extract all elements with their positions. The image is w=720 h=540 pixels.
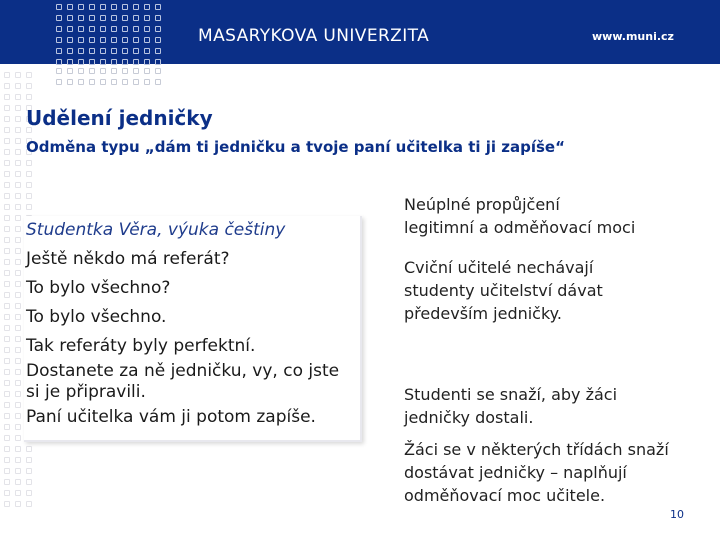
side-dot <box>15 116 21 122</box>
side-dot <box>26 490 32 496</box>
logo-dot <box>78 4 84 10</box>
side-dot <box>15 501 21 507</box>
logo-dot <box>78 68 84 74</box>
side-dot <box>4 215 10 221</box>
side-dot <box>15 72 21 78</box>
side-dot <box>15 446 21 452</box>
logo-dot <box>78 48 84 54</box>
side-dot <box>26 479 32 485</box>
note-line: Studenti se snaží, aby žáci <box>404 385 618 404</box>
header-band <box>0 0 720 64</box>
side-dot <box>15 457 21 463</box>
side-dot <box>15 479 21 485</box>
logo-dot <box>111 4 117 10</box>
logo-dot <box>56 26 62 32</box>
slide-subtitle: Odměna typu „dám ti jedničku a tvoje paní učitelka ti ji zapíše“ <box>26 138 565 156</box>
logo-dot <box>133 59 139 65</box>
side-dot <box>15 204 21 210</box>
side-dot <box>4 347 10 353</box>
side-dot <box>15 325 21 331</box>
logo-dot <box>78 15 84 21</box>
logo-dot <box>155 68 161 74</box>
logo-dot <box>122 37 128 43</box>
note-line: Žáci se v některých třídách snaží <box>404 440 669 459</box>
side-dot <box>4 490 10 496</box>
side-dot <box>15 248 21 254</box>
logo-dot <box>144 48 150 54</box>
side-dot <box>26 72 32 78</box>
logo-dot <box>100 4 106 10</box>
logo-dot <box>155 26 161 32</box>
logo-dot <box>155 15 161 21</box>
dialog-line: Ještě někdo má referát? <box>26 249 230 269</box>
logo-dot <box>100 59 106 65</box>
logo-dot <box>56 79 62 85</box>
logo-dot <box>122 48 128 54</box>
side-dot <box>4 325 10 331</box>
note-3 <box>404 383 617 429</box>
side-dot <box>26 171 32 177</box>
slide-title: Udělení jedničky <box>26 106 213 130</box>
dialog-line: si je připravili. <box>26 382 146 402</box>
logo-dot <box>56 48 62 54</box>
logo-dot <box>67 37 73 43</box>
side-dot <box>4 138 10 144</box>
side-dot <box>15 171 21 177</box>
logo-dot <box>111 15 117 21</box>
logo-dot <box>89 48 95 54</box>
note-line: jedničky dostali. <box>404 408 534 427</box>
logo-dot <box>133 68 139 74</box>
logo-dot <box>133 26 139 32</box>
logo-dot <box>133 4 139 10</box>
side-dot <box>26 457 32 463</box>
note-line: odměňovací moc učitele. <box>404 486 606 505</box>
side-dot <box>4 116 10 122</box>
logo-dot <box>111 79 117 85</box>
logo-dot <box>155 79 161 85</box>
logo-dot <box>89 59 95 65</box>
side-dot <box>4 303 10 309</box>
logo-dot <box>100 15 106 21</box>
side-dot <box>4 105 10 111</box>
logo-dot <box>155 59 161 65</box>
logo-dot <box>144 79 150 85</box>
side-dot <box>15 292 21 298</box>
side-dot <box>4 259 10 265</box>
logo-dot <box>133 15 139 21</box>
side-dot <box>4 424 10 430</box>
side-dot <box>4 127 10 133</box>
logo-dot <box>155 37 161 43</box>
side-dot <box>4 72 10 78</box>
side-dot <box>4 270 10 276</box>
side-dot <box>4 402 10 408</box>
dialog-heading: Studentka Věra, výuka češtiny <box>26 220 286 240</box>
logo-dot <box>78 26 84 32</box>
side-dot <box>15 94 21 100</box>
dialog-line: Tak referáty byly perfektní. <box>26 336 256 356</box>
dialog-line: To bylo všechno. <box>26 307 167 327</box>
side-dot <box>4 369 10 375</box>
side-dot <box>15 149 21 155</box>
logo-dot <box>89 68 95 74</box>
side-dot <box>4 83 10 89</box>
logo-dot <box>56 4 62 10</box>
logo-dot <box>100 79 106 85</box>
logo-dot <box>56 15 62 21</box>
logo-dot <box>100 26 106 32</box>
logo-dot <box>122 26 128 32</box>
logo-dot <box>155 4 161 10</box>
logo-dot <box>144 59 150 65</box>
side-dot <box>4 226 10 232</box>
side-dot <box>15 369 21 375</box>
side-dot <box>15 182 21 188</box>
university-name: MASARYKOVA UNIVERZITA <box>198 26 430 46</box>
logo-dot <box>111 37 117 43</box>
logo-dot <box>56 59 62 65</box>
logo-dot <box>100 48 106 54</box>
logo-dot <box>67 48 73 54</box>
side-dot <box>26 182 32 188</box>
side-dot <box>15 138 21 144</box>
side-dot <box>26 160 32 166</box>
side-dot <box>15 490 21 496</box>
side-dot <box>15 358 21 364</box>
logo-dot <box>56 37 62 43</box>
side-dot <box>4 292 10 298</box>
side-dot <box>4 94 10 100</box>
logo-dot <box>111 59 117 65</box>
note-line: Neúplné propůjčení <box>404 195 560 214</box>
logo-dot <box>122 4 128 10</box>
side-dot <box>15 347 21 353</box>
side-dot <box>15 259 21 265</box>
logo-dot <box>144 68 150 74</box>
page-number: 10 <box>670 508 684 521</box>
side-dot <box>4 479 10 485</box>
side-dot <box>15 160 21 166</box>
side-dot <box>4 358 10 364</box>
side-dot <box>15 83 21 89</box>
side-dot <box>15 468 21 474</box>
side-dot <box>4 446 10 452</box>
side-dot <box>26 501 32 507</box>
side-dot <box>15 226 21 232</box>
logo-dot <box>89 4 95 10</box>
logo-dot <box>144 37 150 43</box>
side-dot <box>4 160 10 166</box>
side-dot <box>4 314 10 320</box>
side-dot <box>26 94 32 100</box>
logo-dot <box>144 15 150 21</box>
side-dot <box>4 237 10 243</box>
side-dot <box>4 204 10 210</box>
note-line: studenty učitelství dávat <box>404 281 603 300</box>
logo-dot <box>67 26 73 32</box>
side-dot <box>4 193 10 199</box>
side-dot <box>15 435 21 441</box>
logo-dot <box>122 68 128 74</box>
logo-dot <box>133 37 139 43</box>
logo-dot <box>122 15 128 21</box>
dialog-box <box>24 216 362 442</box>
note-2 <box>404 256 603 325</box>
side-dot <box>4 435 10 441</box>
side-dot <box>4 501 10 507</box>
logo-dot <box>144 26 150 32</box>
logo-dot <box>133 79 139 85</box>
side-dot <box>15 413 21 419</box>
side-dot <box>4 413 10 419</box>
logo-dot <box>111 48 117 54</box>
side-dot <box>15 127 21 133</box>
side-dot <box>15 402 21 408</box>
side-dot <box>15 105 21 111</box>
logo-dot <box>89 79 95 85</box>
logo-dot <box>89 15 95 21</box>
logo-dot <box>67 79 73 85</box>
side-dot <box>4 457 10 463</box>
side-dot <box>26 193 32 199</box>
logo-dot <box>122 79 128 85</box>
logo-dot <box>155 48 161 54</box>
side-dot <box>4 380 10 386</box>
logo-dot <box>78 79 84 85</box>
logo-dot <box>144 4 150 10</box>
logo-dot <box>133 48 139 54</box>
note-4 <box>404 438 669 507</box>
side-dot <box>26 468 32 474</box>
side-dot <box>4 182 10 188</box>
logo-dot <box>100 68 106 74</box>
logo-dot <box>67 4 73 10</box>
side-dot <box>4 468 10 474</box>
logo-dot <box>111 68 117 74</box>
note-line: legitimní a odměňovací moci <box>404 218 636 237</box>
side-dot <box>15 336 21 342</box>
university-url[interactable]: www.muni.cz <box>592 30 674 43</box>
side-dot <box>15 391 21 397</box>
side-dot <box>4 391 10 397</box>
dialog-line: To bylo všechno? <box>26 278 171 298</box>
logo-dot <box>89 26 95 32</box>
dialog-line: Dostanete za ně jedničku, vy, co jste <box>26 361 340 381</box>
side-dot <box>4 171 10 177</box>
logo-dot <box>100 37 106 43</box>
side-dot <box>15 270 21 276</box>
side-dot <box>15 215 21 221</box>
side-dot <box>4 248 10 254</box>
side-dot <box>15 314 21 320</box>
logo-dot <box>122 59 128 65</box>
logo-dot <box>78 59 84 65</box>
side-dot <box>26 204 32 210</box>
side-dot <box>26 446 32 452</box>
logo-dot <box>78 37 84 43</box>
side-dot <box>15 193 21 199</box>
side-dot <box>15 424 21 430</box>
logo-dot <box>111 26 117 32</box>
side-dot <box>15 303 21 309</box>
logo-dot <box>67 68 73 74</box>
logo-dot <box>89 37 95 43</box>
side-dot <box>15 380 21 386</box>
side-dot <box>15 237 21 243</box>
note-line: Cviční učitelé nechávají <box>404 258 594 277</box>
side-dot <box>4 336 10 342</box>
side-dot <box>15 281 21 287</box>
logo-dot <box>56 68 62 74</box>
dot-grid-logo-icon <box>56 4 176 78</box>
side-dot <box>26 83 32 89</box>
note-line: především jedničky. <box>404 304 562 323</box>
note-1 <box>404 193 635 239</box>
logo-dot <box>67 15 73 21</box>
logo-dot <box>67 59 73 65</box>
side-dot <box>4 149 10 155</box>
side-dot <box>4 281 10 287</box>
dialog-line: Paní učitelka vám ji potom zapíše. <box>26 407 316 427</box>
note-line: dostávat jedničky – naplňují <box>404 463 627 482</box>
